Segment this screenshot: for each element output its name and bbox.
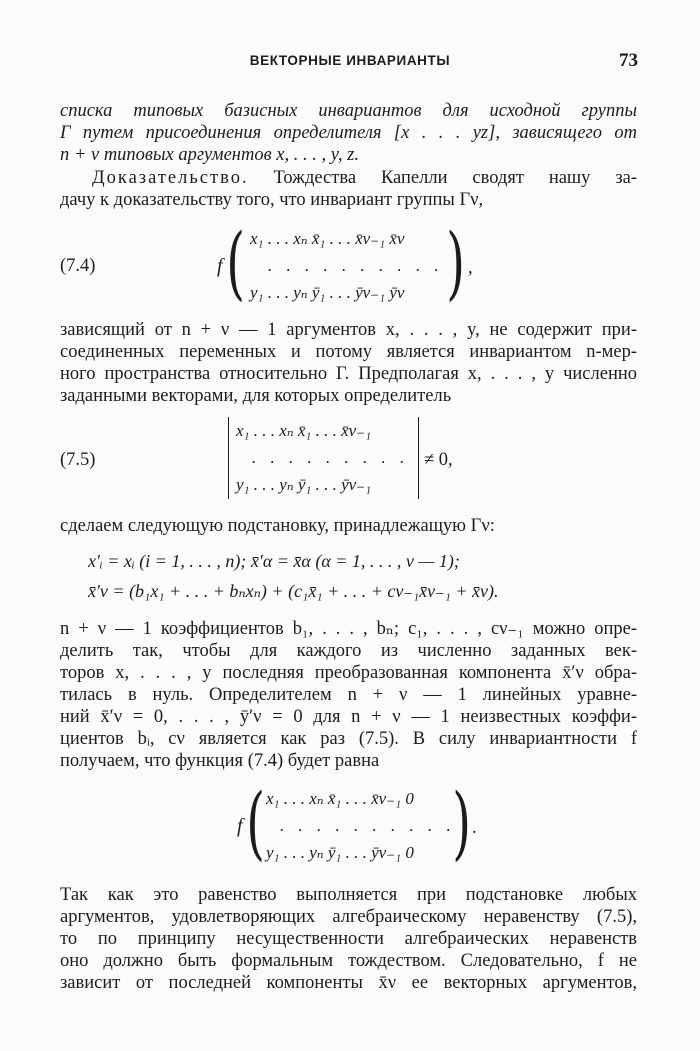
text-line: тилась в нуль. Определителем n + ν — 1 линейных уравне- xyxy=(60,685,637,705)
matrix-row: x₁ . . . xₙ x̄₁ . . . x̄ν₋₁ 0 xyxy=(266,789,414,808)
text-line: Так как это равенство выполняется при подстановке любых xyxy=(60,885,637,905)
substitution xyxy=(88,546,648,606)
matrix-row: . . . . . . . . . . xyxy=(268,256,444,275)
running-header xyxy=(0,50,700,74)
equation-number: (7.5) xyxy=(60,450,96,470)
matrix-row: y₁ . . . yₙ ȳ₁ . . . ȳν₋₁ xyxy=(236,475,372,494)
right-paren: ) xyxy=(452,776,471,869)
right-paren: ) xyxy=(446,216,465,309)
matrix-row: y₁ . . . yₙ ȳ₁ . . . ȳν₋₁ ȳν xyxy=(250,283,405,302)
text-line: торов x, . . . , y последняя преобразованная компонента x̄′ν обра- xyxy=(60,663,637,683)
paragraph xyxy=(60,319,637,407)
matrix-row: . . . . . . . . . . xyxy=(280,816,456,835)
text-line: зависящий от n + ν — 1 аргументов x, . . . , y, не содержит при- xyxy=(60,320,637,340)
determinant-matrix xyxy=(236,417,409,498)
text-line: аргументов, удовлетворяющих алгебраическому неравенству (7.5), xyxy=(60,907,637,927)
paragraph xyxy=(60,884,637,994)
equation-final xyxy=(0,776,700,869)
header-title: ВЕКТОРНЫЕ ИНВАРИАНТЫ xyxy=(249,53,451,68)
substitution-line: x′ᵢ = xᵢ (i = 1, . . . , n); x̄′α = x̄α (α = 1, . . . , ν — 1); xyxy=(88,551,460,571)
equation-7-4 xyxy=(0,216,700,309)
text-line: списка типовых базисных инвариантов для исходной группы xyxy=(60,101,637,121)
paragraph xyxy=(60,515,637,537)
text-line: циентов bᵢ, cν является как раз (7.5). В силу инвариантности f xyxy=(60,729,637,749)
text-line: Г путем присоединения определителя [x . . . yz], зависящего от xyxy=(60,123,637,143)
text-line: оно должно быть формальным тождеством. Следовательно, f не xyxy=(60,951,637,971)
equation-tail: , xyxy=(468,258,473,278)
determinant-right-bar xyxy=(418,417,419,499)
matrix-row: y₁ . . . yₙ ȳ₁ . . . ȳν₋₁ 0 xyxy=(266,843,414,862)
proof-paragraph xyxy=(60,167,637,211)
text-line: n + ν — 1 коэффициентов b₁, . . . , bₙ; c₁, . . . , cν₋₁ можно опре- xyxy=(60,619,637,639)
left-paren: ( xyxy=(246,776,265,869)
text-line: дачу к доказательству того, что инвариант группы Гν, xyxy=(60,190,484,210)
matrix xyxy=(250,225,444,306)
proof-label: Доказательство. xyxy=(92,168,249,188)
substitution-line: x̄′ν = (b₁x₁ + . . . + bₙxₙ) + (c₁x̄₁ + . . . + cν₋₁x̄ν₋₁ + x̄ν). xyxy=(88,581,499,601)
proof-line-text: Тождества Капелли сводят нашу за- xyxy=(273,168,638,188)
text-line: n + ν типовых аргументов x, . . . , y, z. xyxy=(60,145,359,165)
text-line: зависит от последней компоненты x̄ν ее векторных аргументов, xyxy=(60,973,637,993)
page-number: 73 xyxy=(619,50,638,71)
text-line: ного пространства относительно Г. Предполагая x, . . . , y численно xyxy=(60,364,637,384)
matrix-row: x₁ . . . xₙ x̄₁ . . . x̄ν₋₁ xyxy=(236,421,372,440)
paragraph xyxy=(60,618,637,772)
equation-tail: ≠ 0, xyxy=(424,450,453,470)
function-symbol: f xyxy=(237,815,243,837)
text-line: сделаем следующую подстановку, принадлежащую Гν: xyxy=(60,516,495,536)
text-line: то по принципу несущественности алгебраических неравенств xyxy=(60,929,637,949)
equation-tail: . xyxy=(472,818,477,838)
matrix-row: x₁ . . . xₙ x̄₁ . . . x̄ν₋₁ x̄ν xyxy=(250,229,405,248)
equation-7-5 xyxy=(0,417,700,501)
text-line: ний x̄′ν = 0, . . . , ȳ′ν = 0 для n + ν — 1 неизвестных коэффи- xyxy=(60,707,637,727)
text-line xyxy=(60,167,637,189)
equation-number: (7.4) xyxy=(60,256,96,276)
text-line: соединенных переменных и потому является инвариантом n-мер- xyxy=(60,342,637,362)
theorem-ending xyxy=(60,100,637,166)
text-line: получаем, что функция (7.4) будет равна xyxy=(60,751,380,771)
matrix-row: . . . . . . . . . xyxy=(252,448,410,467)
matrix xyxy=(266,785,456,866)
function-symbol: f xyxy=(217,255,223,277)
determinant-left-bar xyxy=(228,417,229,499)
text-line: делить так, чтобы для каждого из численно заданных век- xyxy=(60,641,637,661)
text-line: заданными векторами, для которых определитель xyxy=(60,386,452,406)
left-paren: ( xyxy=(226,216,245,309)
